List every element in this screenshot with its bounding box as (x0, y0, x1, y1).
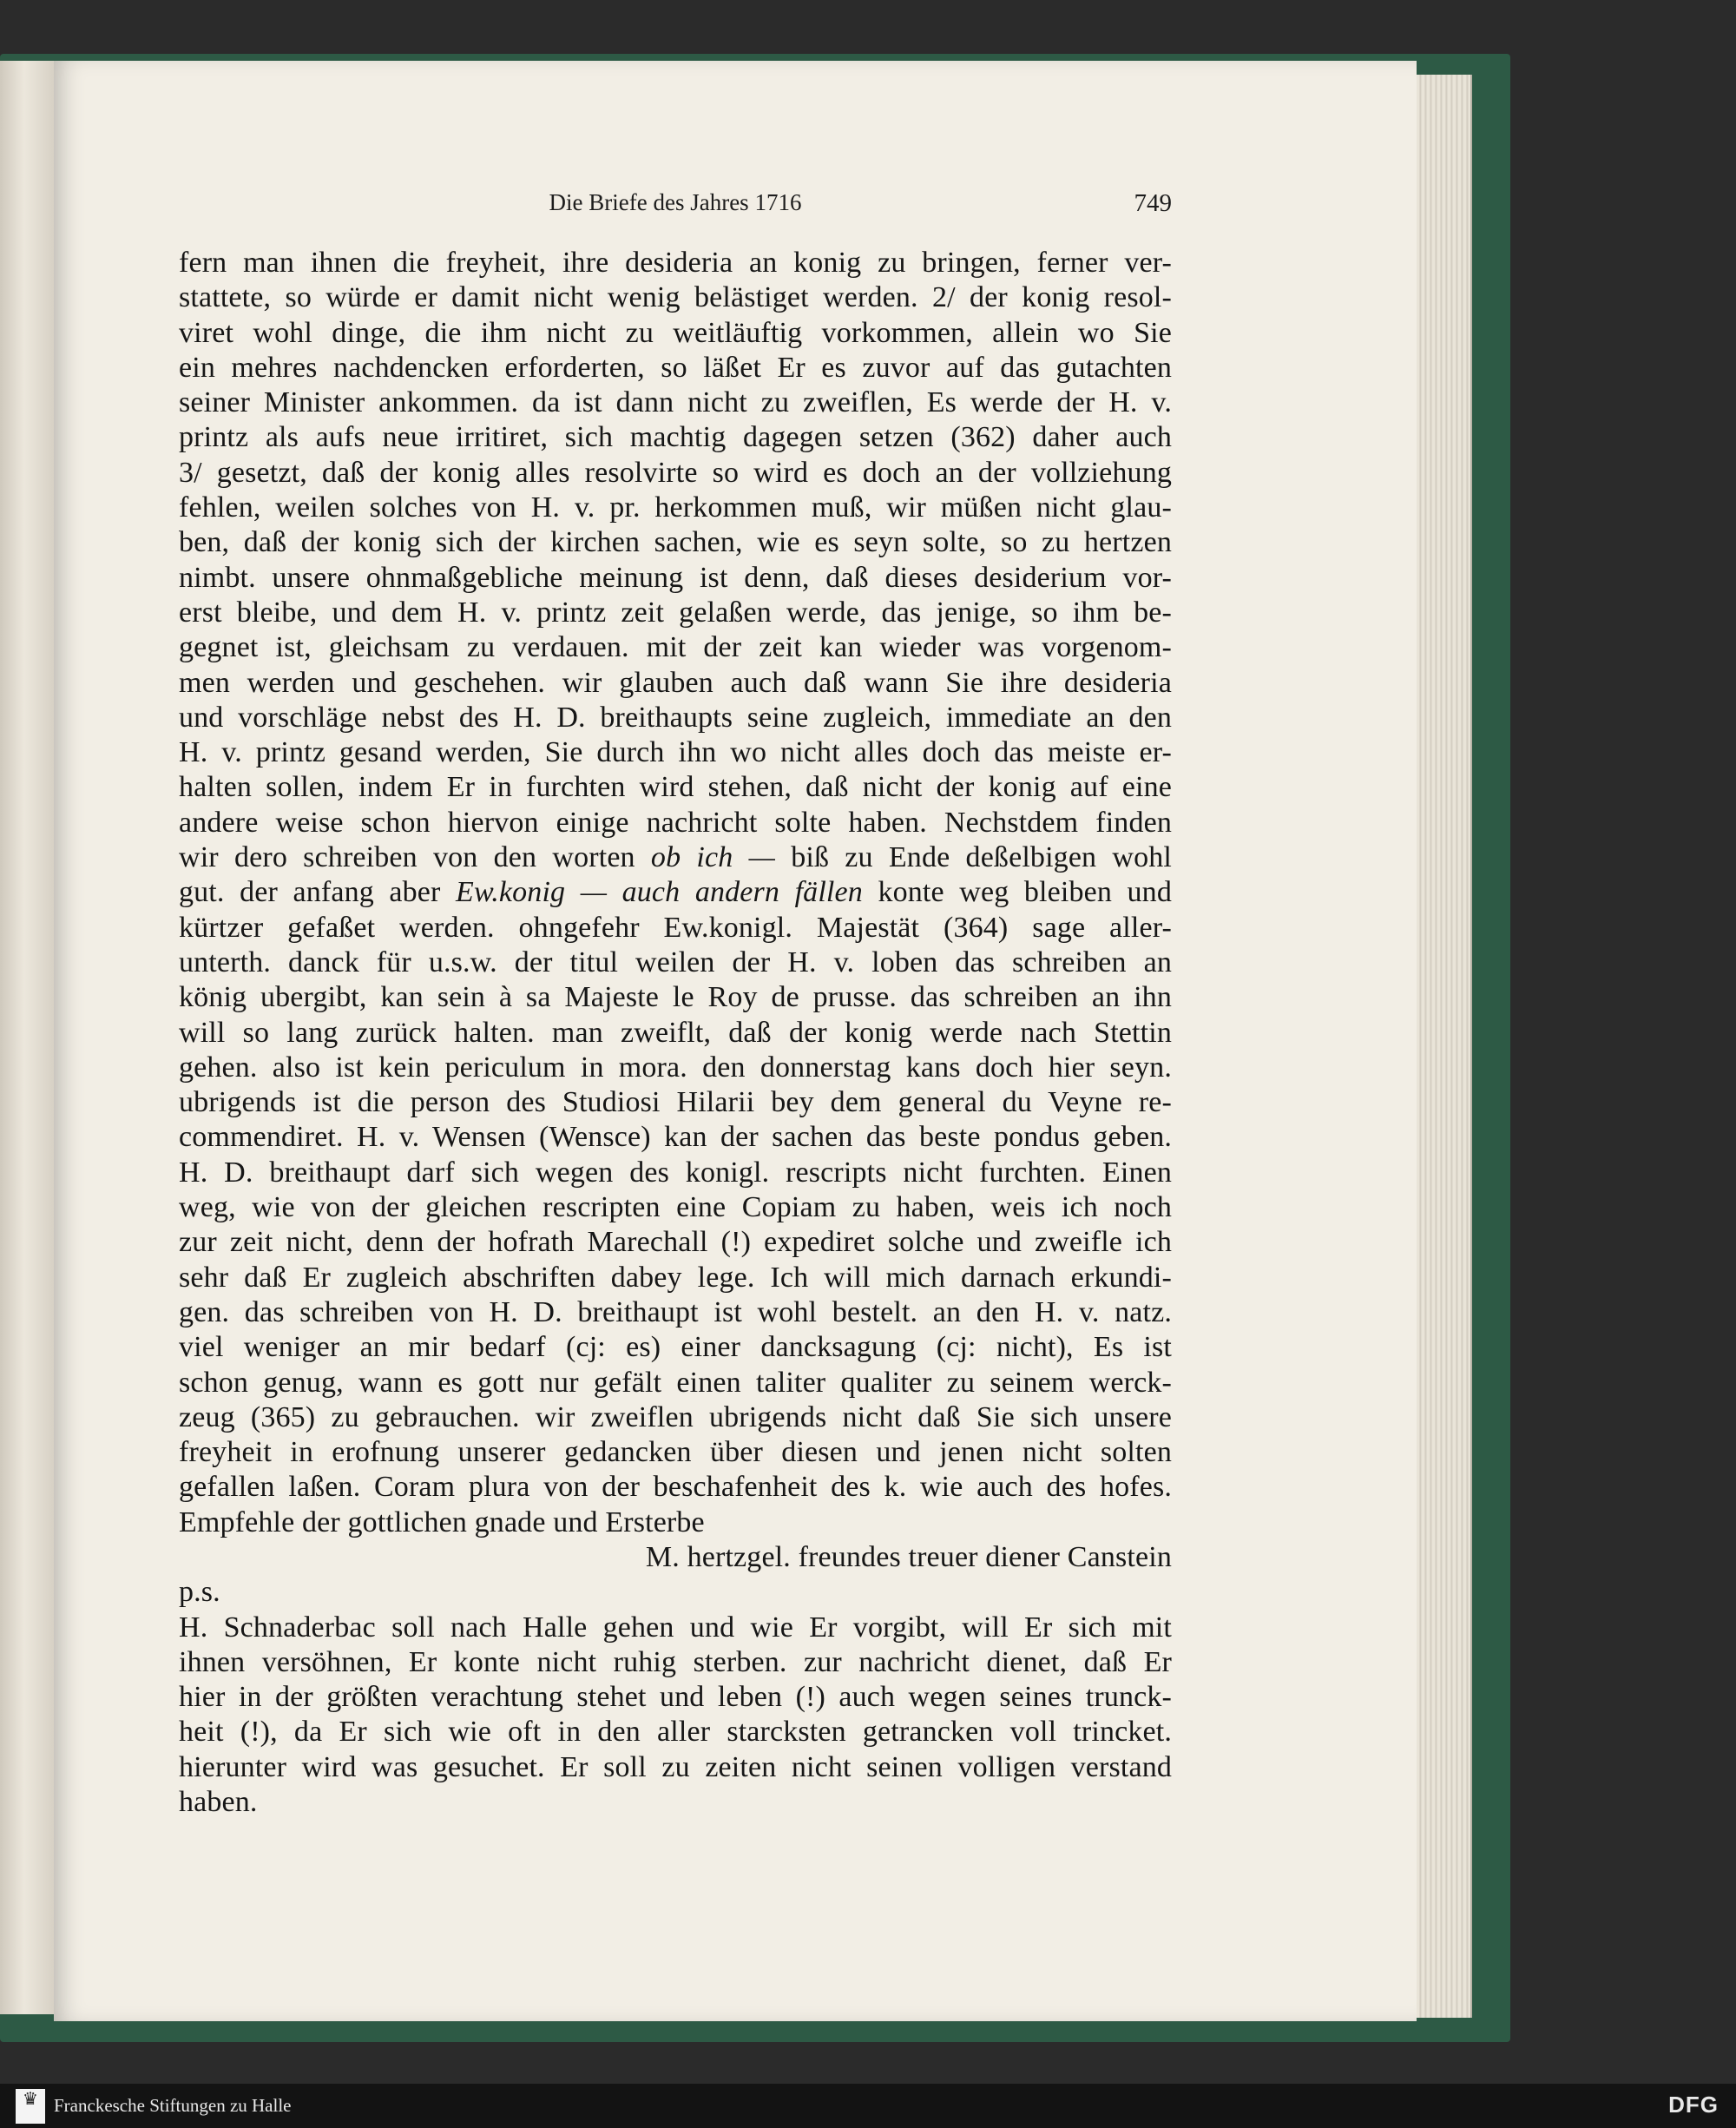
text-line: M. hertzgel. freundes treuer diener Canstein (645, 1540, 1172, 1573)
text-line: schon genug, wann es gott nur gefält einen taliter qualiter zu seinem werck- (179, 1366, 1172, 1399)
page-block-edges (1417, 75, 1472, 2018)
text-line: printz als aufs neue irritiret, sich machtig dagegen setzen (362) daher auch (179, 421, 1172, 454)
institution-logo: ♛ (16, 2089, 45, 2124)
text-line: H. v. printz gesand werden, Sie durch ihn wo nicht alles doch das meiste er- (179, 736, 1172, 769)
text-segment: gut. der anfang aber (179, 876, 457, 909)
text-line: halten sollen, indem Er in furchten wird stehen, daß nicht der konig auf eine (179, 771, 1172, 804)
text-line: fern man ihnen die freyheit, ihre desideria an konig zu bringen, ferner ver- (179, 247, 1172, 279)
text-line: könig ubergibt, kan sein à sa Majeste le Roy de prusse. das schreiben an ihn (179, 981, 1172, 1014)
text-line: ubrigends ist die person des Studiosi Hilarii bey dem general du Veyne re- (179, 1086, 1172, 1119)
text-line: haben. (179, 1786, 258, 1819)
text-segment: wir dero schreiben von den worten (179, 841, 651, 874)
text-line: Empfehle der gottlichen gnade und Ersterbe (179, 1505, 705, 1538)
text-line: fehlen, weilen solches von H. v. pr. herkommen muß, wir müßen nicht glau- (179, 491, 1172, 524)
text-line: heit (!), da Er sich wie oft in den aller starcksten getrancken voll trincket. (179, 1716, 1172, 1749)
text-line: H. Schnaderbac soll nach Halle gehen und wie Er vorgibt, will Er sich mit (179, 1611, 1172, 1644)
text-line: erst bleibe, und dem H. v. printz zeit gelaßen werde, das jenige, so ihm be- (179, 596, 1172, 629)
text-line: zeug (365) zu gebrauchen. wir zweiflen ubrigends nicht daß Sie sich unsere (179, 1400, 1172, 1433)
page-number: 749 (1134, 189, 1172, 217)
italic-quote: Ew.konig — auch andern fällen (456, 876, 863, 909)
text-line: H. D. breithaupt darf sich wegen des konigl. rescripts nicht furchten. Einen (179, 1156, 1172, 1189)
dfg-logo: DFG (1668, 2092, 1719, 2118)
text-line: unterth. danck für u.s.w. der titul weilen der H. v. loben das schreiben an (179, 945, 1172, 978)
text-line: freyheit in erofnung unserer gedancken über diesen und jenen nicht solten (179, 1436, 1172, 1469)
text-line: commendiret. H. v. Wensen (Wensce) kan der sachen das beste pondus geben. (179, 1121, 1172, 1154)
text-line: nimbt. unsere ohnmaßgebliche meinung ist denn, daß dieses desiderium vor- (179, 561, 1172, 594)
text-line: hierunter wird was gesuchet. Er soll zu zeiten nicht seinen volligen verstand (179, 1750, 1172, 1783)
text-line: viret wohl dinge, die ihm nicht zu weitläuftig vorkommen, allein wo Sie (179, 316, 1172, 349)
text-line: gefallen laßen. Coram plura von der beschafenheit des k. wie auch des hofes. (179, 1471, 1172, 1504)
text-line: kürtzer gefaßet werden. ohngefehr Ew.konigl. Majestät (364) sage aller- (179, 911, 1172, 944)
text-line (179, 875, 1172, 910)
text-line: stattete, so würde er damit nicht wenig belästiget werden. 2/ der konig resol- (179, 281, 1172, 314)
text-line: hier in der größten verachtung stehet und leben (!) auch wegen seines trunck- (179, 1681, 1172, 1714)
text-line: ben, daß der konig sich der kirchen sachen, wie es seyn solte, so zu hertzen (179, 526, 1172, 559)
text-line: gehen. also ist kein periculum in mora. den donnerstag kans doch hier seyn. (179, 1051, 1172, 1084)
text-line: p.s. (179, 1576, 220, 1609)
text-line: ihnen versöhnen, Er konte nicht ruhig sterben. zur nachricht dienet, daß Er (179, 1645, 1172, 1678)
text-line: 3/ gesetzt, daß der konig alles resolvirte so wird es doch an der vollziehung (179, 456, 1172, 489)
italic-quote: ob ich — (650, 841, 775, 874)
text-line: zur zeit nicht, denn der hofrath Marechall (!) expediret solche und zweifle ich (179, 1226, 1172, 1259)
text-line: sehr daß Er zugleich abschriften dabey lege. Ich will mich darnach erkundi- (179, 1261, 1172, 1294)
text-segment: konte weg bleiben und (862, 876, 1172, 909)
text-line: gen. das schreiben von H. D. breithaupt ist wohl bestelt. an den H. v. natz. (179, 1295, 1172, 1328)
text-line: andere weise schon hiervon einige nachricht solte haben. Nechstdem finden (179, 806, 1172, 839)
text-segment: biß zu Ende deßelbigen wohl (775, 841, 1172, 874)
text-line: weg, wie von der gleichen rescripten eine Copiam zu haben, weis ich noch (179, 1191, 1172, 1224)
viewer-footer (0, 2084, 1736, 2128)
running-head (179, 189, 1172, 224)
text-line: viel weniger an mir bedarf (cj: es) einer dancksagung (cj: nicht), Es ist (179, 1331, 1172, 1364)
text-line: und vorschläge nebst des H. D. breithaupts seine zugleich, immediate an den (179, 701, 1172, 734)
letter-text (179, 246, 1172, 1820)
text-line: will so lang zurück halten. man zweiflt, daß der konig werde nach Stettin (179, 1016, 1172, 1049)
institution-name: Franckesche Stiftungen zu Halle (54, 2095, 292, 2116)
text-line: ein mehres nachdencken erforderten, so läßet Er es zuvor auf das gutachten (179, 351, 1172, 384)
previous-page-edge (0, 61, 54, 2014)
text-line: gegnet ist, gleichsam zu verdauen. mit der zeit kan wieder was vorgenom- (179, 631, 1172, 664)
text-line (179, 840, 1172, 875)
text-line: seiner Minister ankommen. da ist dann nicht zu zweiflen, Es werde der H. v. (179, 386, 1172, 419)
running-title: Die Briefe des Jahres 1716 (549, 189, 802, 215)
text-line: men werden und geschehen. wir glauben auch daß wann Sie ihre desideria (179, 666, 1172, 699)
